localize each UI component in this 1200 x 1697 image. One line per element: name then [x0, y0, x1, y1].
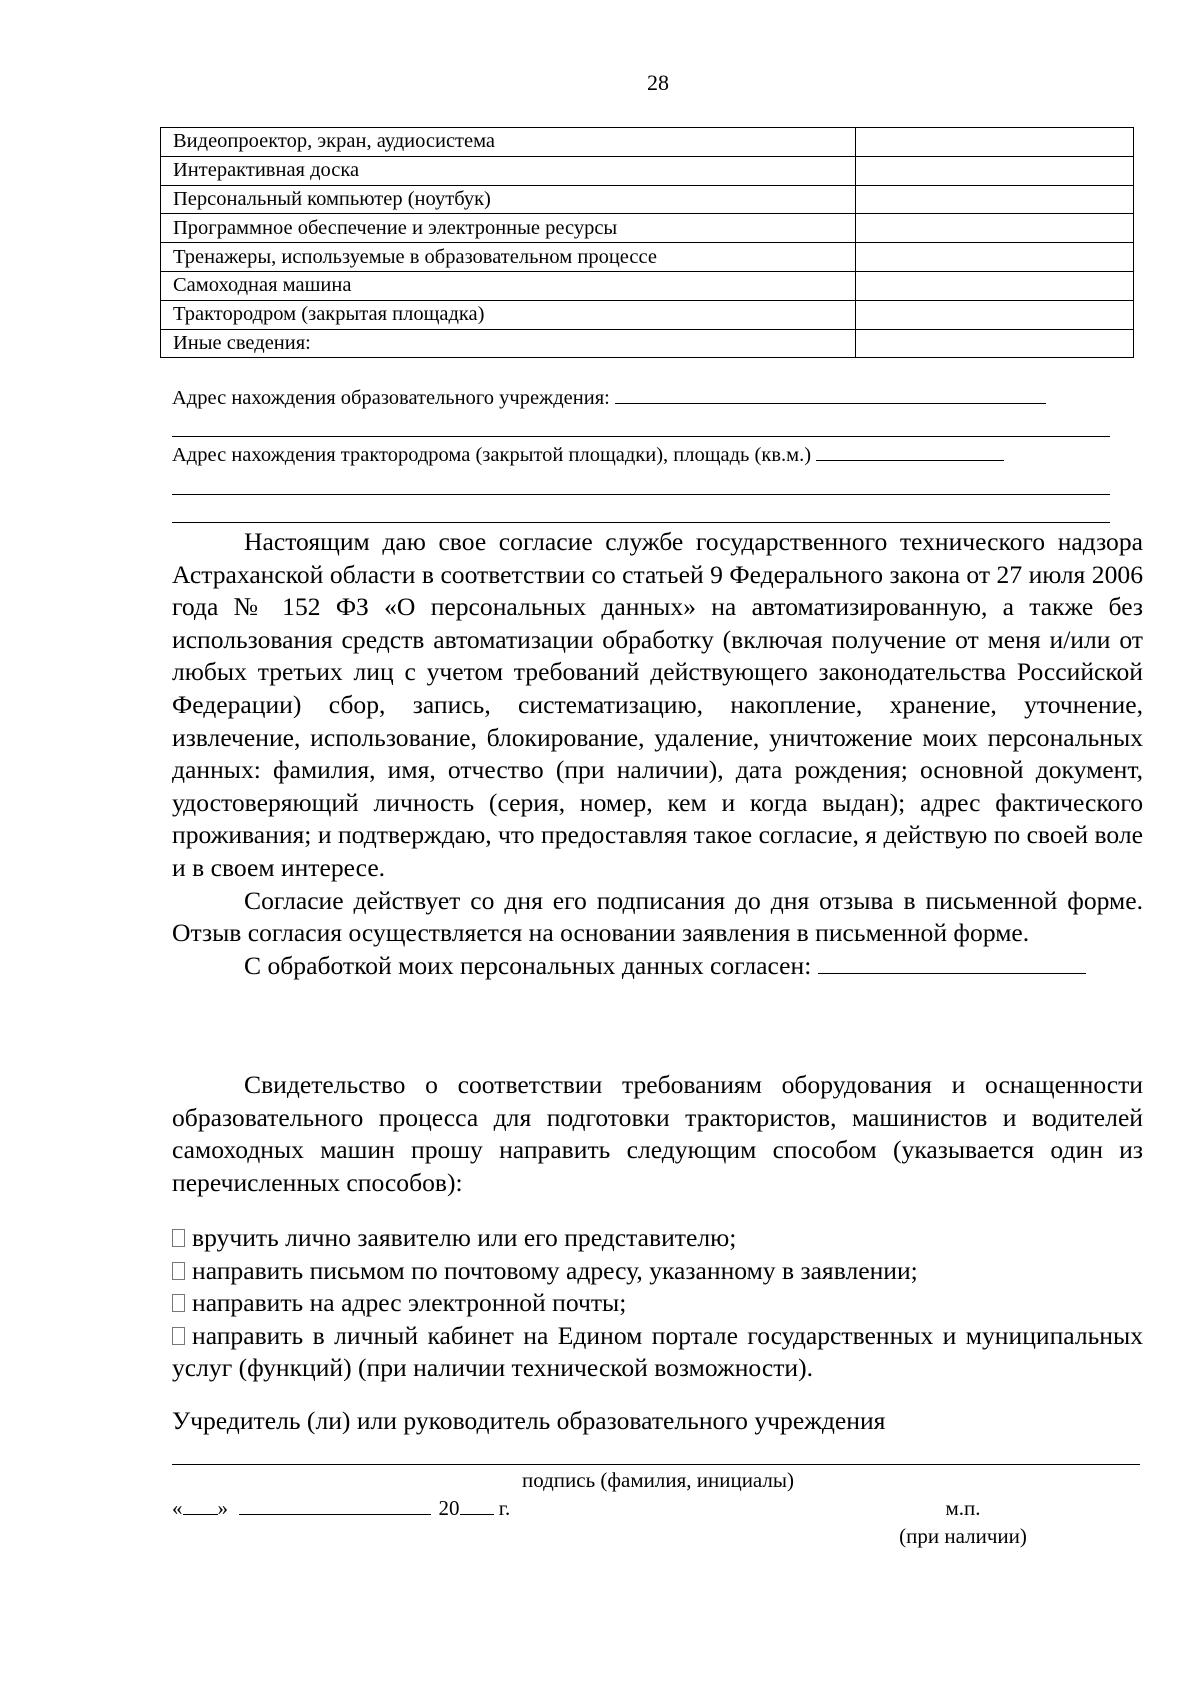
equipment-row — [161, 243, 1134, 272]
delivery-options — [172, 1222, 1143, 1385]
date-open-quote: « — [172, 1496, 183, 1520]
certificate-paragraph: Свидетельство о соответствии требованиям оборудования и оснащенности образовательного процесса для подготовки трактористов, машинистов и водителей самоходных машин прошу направить следующим способом (указывается один из перечисленных способов): — [172, 1070, 1143, 1197]
consent-section — [172, 526, 1143, 982]
date-close-quote: » — [217, 1496, 228, 1520]
stamp-label: м.п. — [945, 1496, 981, 1520]
equipment-value-cell[interactable] — [856, 156, 1134, 185]
signature-caption: подпись (фамилия, инициалы) — [521, 1468, 795, 1492]
tractor-area-address-label: Адрес нахождения трактородрома (закрытой площадки), площадь (кв.м.) — [172, 444, 812, 466]
equipment-row — [161, 185, 1134, 214]
institution-address-line — [172, 385, 1046, 411]
equipment-row — [161, 214, 1134, 243]
equipment-value-cell[interactable] — [856, 243, 1134, 272]
consent-agree-label: С обработкой моих персональных данных согласен: — [244, 950, 812, 980]
tractor-area-address-line — [172, 442, 1004, 468]
date-year-prefix: 20 — [438, 1496, 460, 1520]
equipment-label: Иные сведения: — [161, 329, 856, 358]
date-year-field[interactable] — [460, 1514, 494, 1515]
equipment-table — [160, 127, 1134, 358]
equipment-label: Тренажеры, используемые в образовательном процессе — [161, 243, 856, 272]
delivery-option-portal[interactable]: направить в личный кабинет на Едином портале государственных и муниципальных услуг (функций) (при наличии технической возможности). — [172, 1320, 1143, 1383]
checkbox-icon[interactable] — [172, 1294, 185, 1312]
page-number: 28 — [647, 70, 669, 95]
consent-validity-paragraph: Согласие действует со дня его подписания до дня отзыва в письменной форме. Отзыв согласия осуществляется на основании заявления в письменной форме. — [172, 885, 1143, 948]
equipment-value-cell[interactable] — [856, 185, 1134, 214]
checkbox-icon[interactable] — [172, 1262, 185, 1280]
checkbox-icon[interactable] — [172, 1229, 185, 1247]
checkbox-icon[interactable] — [172, 1327, 185, 1345]
date-day-field[interactable] — [183, 1514, 218, 1515]
equipment-value-cell[interactable] — [856, 128, 1134, 157]
certificate-section — [172, 1069, 1143, 1199]
consent-agree-line — [172, 950, 1143, 983]
signature-line[interactable] — [172, 1464, 1140, 1465]
equipment-value-cell[interactable] — [856, 300, 1134, 329]
consent-paragraph: Настоящим даю свое согласие службе государственного технического надзора Астраханской области в соответствии со статьей 9 Федерального закона от 27 июля 2006 года № 152 ФЗ «О персональных данных» на автоматизированную, а также без использования средств автоматизации обработку (включая получение от меня и/или от любых третьих лиц с учетом требований действующего законодательства Российской Федерации) сбор, запись, систематизацию, накопление, хранение, уточнение, извлечение, использование, блокирование, удаление, уничтожение моих персональных данных: фамилия, имя, отчество (при наличии), дата рождения; основной документ, удостоверяющий личность (серия, номер, кем и когда выдан); адрес фактического проживания; и подтверждаю, что предоставляя такое согласие, я действую по своей воле и в своем интересе. — [172, 527, 1143, 882]
delivery-option-post[interactable]: направить письмом по почтовому адресу, указанному в заявлении; — [172, 1255, 1143, 1288]
tractor-address-line-2[interactable] — [172, 494, 1110, 495]
institution-address-field[interactable] — [615, 403, 1046, 404]
equipment-label: Интерактивная доска — [161, 156, 856, 185]
institution-address-label: Адрес нахождения образовательного учреждения: — [172, 387, 610, 409]
equipment-value-cell[interactable] — [856, 329, 1134, 358]
equipment-label: Самоходная машина — [161, 271, 856, 300]
tractor-address-line-3[interactable] — [172, 522, 1110, 523]
equipment-value-cell[interactable] — [856, 271, 1134, 300]
equipment-label: Программное обеспечение и электронные ресурсы — [161, 214, 856, 243]
consent-signature-field[interactable] — [818, 973, 1086, 974]
equipment-row — [161, 329, 1134, 358]
date-month-field[interactable] — [239, 1514, 431, 1515]
equipment-row — [161, 156, 1134, 185]
institution-address-continuation-line[interactable] — [172, 436, 1110, 437]
delivery-option-in-person[interactable]: вручить лично заявителю или его представителю; — [172, 1222, 1143, 1255]
founder-label: Учредитель (ли) или руководитель образовательного учреждения — [172, 1406, 886, 1435]
date-line — [172, 1496, 510, 1521]
equipment-label: Персональный компьютер (ноутбук) — [161, 185, 856, 214]
equipment-value-cell[interactable] — [856, 214, 1134, 243]
date-year-suffix: г. — [498, 1496, 511, 1520]
equipment-label: Трактородром (закрытая площадка) — [161, 300, 856, 329]
equipment-row — [161, 271, 1134, 300]
stamp-note: (при наличии) — [899, 1524, 1027, 1548]
delivery-option-email[interactable]: направить на адрес электронной почты; — [172, 1287, 1143, 1320]
tractor-area-field[interactable] — [816, 460, 1004, 461]
equipment-row — [161, 300, 1134, 329]
equipment-label: Видеопроектор, экран, аудиосистема — [161, 128, 856, 157]
equipment-row — [161, 128, 1134, 157]
